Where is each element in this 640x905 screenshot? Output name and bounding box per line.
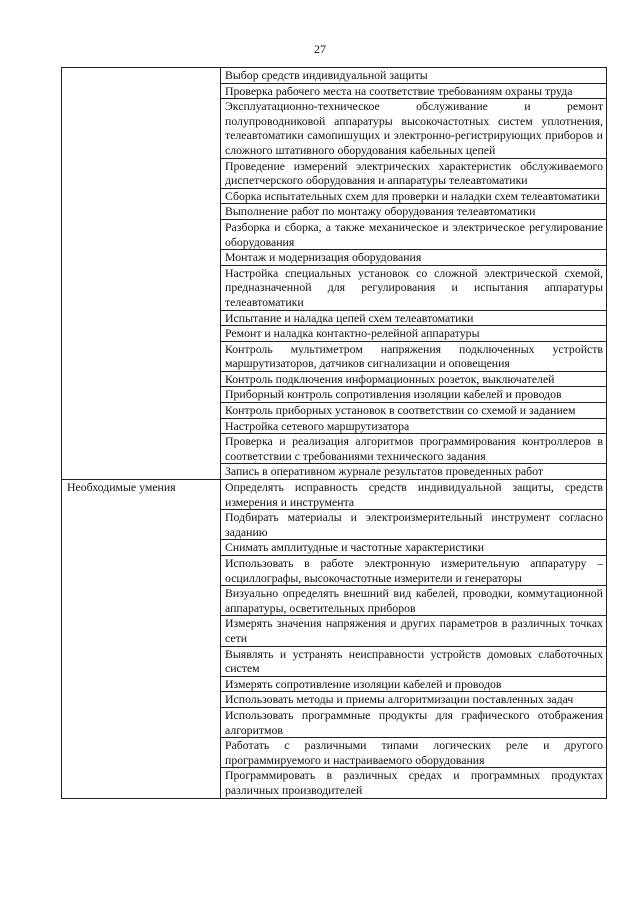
requirement-cell: Контроль подключения информационных розеток, выключателей [221,371,607,387]
requirement-cell: Настройка специальных установок со сложной электрической схемой, предназначенной для регулирования и испытания аппаратуры телеавтоматики [221,265,607,310]
requirement-cell: Подбирать материалы и электроизмерительный инструмент согласно заданию [221,510,607,540]
requirement-cell: Контроль мультиметром напряжения подключенных устройств маршрутизаторов, датчиков сигнализации и оповещения [221,341,607,371]
competency-table-body [62,68,607,799]
requirement-cell: Использовать программные продукты для графического отображения алгоритмов [221,707,607,737]
requirement-cell: Эксплуатационно-техническое обслуживание и ремонт полупроводниковой аппаратуры высокочастотных систем уплотнения, телеавтоматики самопишущих и электронно-регистрирующих приборов и сложного штативного оборудования кабельных цепей [221,99,607,158]
requirement-cell: Снимать амплитудные и частотные характеристики [221,540,607,556]
requirement-cell: Измерять значения напряжения и других параметров в различных точках сети [221,616,607,646]
requirement-cell: Проверка рабочего места на соответствие требованиям охраны труда [221,83,607,99]
requirement-cell: Сборка испытательных схем для проверки и наладки схем телеавтоматики [221,188,607,204]
requirement-cell: Измерять сопротивление изоляции кабелей и проводов [221,676,607,692]
requirement-cell: Разборка и сборка, а также механическое и электрическое регулирование оборудования [221,219,607,249]
requirement-cell: Использовать в работе электронную измерительную аппаратуру – осциллографы, высокочастотные измерители и генераторы [221,556,607,586]
requirement-cell: Работать с различными типами логических реле и другого программируемого и настраиваемого оборудования [221,738,607,768]
competency-table [61,67,607,799]
page-number: 27 [314,42,326,56]
requirement-cell: Программировать в различных средах и программных продуктах различных производителей [221,768,607,798]
table-row [62,68,607,84]
requirement-cell: Испытание и наладка цепей схем телеавтоматики [221,310,607,326]
requirement-cell: Выполнение работ по монтажу оборудования телеавтоматики [221,204,607,220]
section-title-cell: Необходимые умения [62,480,221,798]
requirement-cell: Запись в оперативном журнале результатов проведенных работ [221,464,607,480]
section-title-cell [62,68,221,480]
requirement-cell: Использовать методы и приемы алгоритмизации поставленных задач [221,692,607,708]
requirement-cell: Ремонт и наладка контактно-релейной аппаратуры [221,326,607,342]
requirement-cell: Контроль приборных установок в соответствии со схемой и заданием [221,403,607,419]
requirement-cell: Монтаж и модернизация оборудования [221,250,607,266]
requirement-cell: Визуально определять внешний вид кабелей, проводки, коммутационной аппаратуры, осветительных приборов [221,586,607,616]
table-row [62,480,607,510]
requirement-cell: Выбор средств индивидуальной защиты [221,68,607,84]
requirement-cell: Проверка и реализация алгоритмов программирования контроллеров в соответствии с требованиями технического задания [221,434,607,464]
requirement-cell: Определять исправность средств индивидуальной защиты, средств измерения и инструмента [221,480,607,510]
requirement-cell: Настройка сетевого маршрутизатора [221,418,607,434]
requirement-cell: Проведение измерений электрических характеристик обслуживаемого диспетчерского оборудования и аппаратуры телеавтоматики [221,158,607,188]
requirement-cell: Приборный контроль сопротивления изоляции кабелей и проводов [221,387,607,403]
requirement-cell: Выявлять и устранять неисправности устройств домовых слаботочных систем [221,646,607,676]
